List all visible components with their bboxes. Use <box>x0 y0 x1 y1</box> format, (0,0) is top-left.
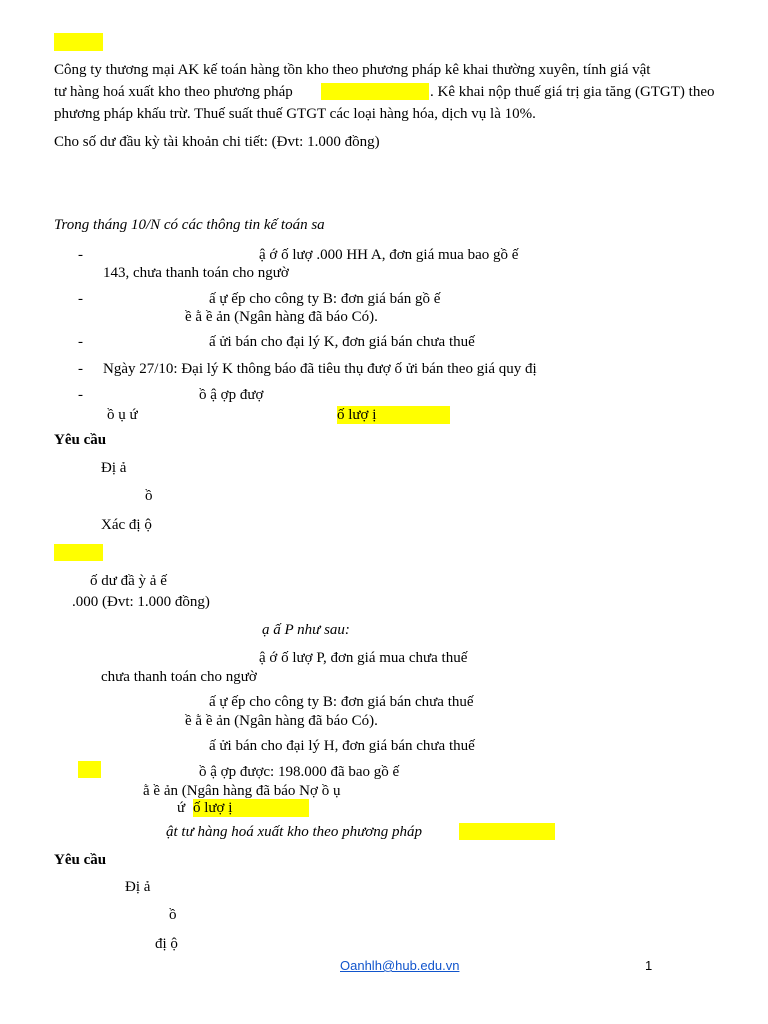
highlight-block-method-1 <box>321 83 429 100</box>
part2-item-4-line-2b-highlight: ố lượ ị <box>193 799 309 817</box>
item-5-line-1: ồ ậ ợp đượ <box>199 387 264 403</box>
part2-item-4-line-2b-pre: ứ <box>177 800 186 816</box>
part2-item-4-line-2a: ằ ề ản (Ngân hàng đã báo Nợ ồ ụ <box>143 783 341 799</box>
part2-item-1-line-1: ậ ớ ố lượ P, đơn giá mua chưa thuế <box>259 650 468 666</box>
part2-balance-line-2: .000 (Đvt: 1.000 đồng) <box>72 594 210 610</box>
part2-item-4-line-1: ồ ậ ợp được: 198.000 đã bao gồ ế <box>199 764 400 780</box>
part2-item-3-line-1: ấ ửi bán cho đại lý H, đơn giá bán chưa thuế <box>209 738 475 754</box>
balance-line: Cho số dư đầu kỳ tài khoản chi tiết: (Đvt: 1.000 đồng) <box>54 134 380 150</box>
item-2-line-2: ề ằ ề ản (Ngân hàng đã báo Có). <box>185 309 378 325</box>
page-number: 1 <box>645 958 653 973</box>
intro-line-2b: . Kê khai nộp thuế giá trị gia tăng (GTGT) theo <box>430 84 715 100</box>
item-5-line-2b: ố lượ ị <box>337 406 450 424</box>
bullet-2: - <box>78 291 83 307</box>
item-2-line-1: ấ ự ếp cho công ty B: đơn giá bán gồ ế <box>209 291 441 307</box>
item-5-line-2a: ồ ụ ứ <box>107 407 138 423</box>
item-3-line-1: ấ ửi bán cho đại lý K, đơn giá bán chưa thuế <box>209 334 475 350</box>
highlight-block-part2 <box>54 544 103 561</box>
month-info: Trong tháng 10/N có các thông tin kế toán sa <box>54 217 325 233</box>
part2-item-1-line-2: chưa thanh toán cho ngườ <box>101 669 257 685</box>
bullet-1: - <box>78 247 83 263</box>
highlight-block-method-2 <box>459 823 555 840</box>
requirement-1-1: Đị ả <box>101 460 127 476</box>
bullet-4: - <box>78 361 83 377</box>
part2-info: ạ ấ P như sau: <box>262 622 350 638</box>
requirement-title-1: Yêu cầu <box>54 432 107 448</box>
item-1-line-2: 143, chưa thanh toán cho ngườ <box>103 265 289 281</box>
part2-method-line: ật tư hàng hoá xuất kho theo phương pháp <box>166 824 423 840</box>
intro-line-3: phương pháp khấu trừ. Thuế suất thuế GTGT các loại hàng hóa, dịch vụ là 10%. <box>54 106 536 122</box>
requirement-title-2: Yêu cầu <box>54 852 107 868</box>
requirement-1-2: ồ <box>145 488 153 504</box>
requirement-2-1: Đị ả <box>125 879 151 895</box>
part2-item-2-line-2: ề ằ ề ản (Ngân hàng đã báo Có). <box>185 713 378 729</box>
bullet-3: - <box>78 334 83 350</box>
highlight-block-item4 <box>78 761 101 778</box>
bullet-5: - <box>78 387 83 403</box>
highlight-block-top <box>54 33 103 51</box>
requirement-1-3: Xác đị ộ <box>101 517 152 533</box>
item-4-line-1: Ngày 27/10: Đại lý K thông báo đã tiêu thụ đượ ố ửi bán theo giá quy đị <box>103 361 537 377</box>
intro-line-1: Công ty thương mại AK kế toán hàng tồn kho theo phương pháp kê khai thường xuyên, tính giá vật <box>54 62 651 78</box>
footer-email-link[interactable]: Oanhlh@hub.edu.vn <box>340 958 460 973</box>
requirement-2-3: đị ộ <box>155 936 178 952</box>
item-1-line-1: ậ ớ ố lượ .000 HH A, đơn giá mua bao gồ ế <box>259 247 519 263</box>
part2-item-2-line-1: ấ ự ếp cho công ty B: đơn giá bán chưa thuế <box>209 694 474 710</box>
part2-balance-line-1: ố dư đầ ỳ ả ế <box>90 573 167 589</box>
intro-line-2a: tư hàng hoá xuất kho theo phương pháp <box>54 84 293 100</box>
requirement-2-2: ồ <box>169 907 177 923</box>
